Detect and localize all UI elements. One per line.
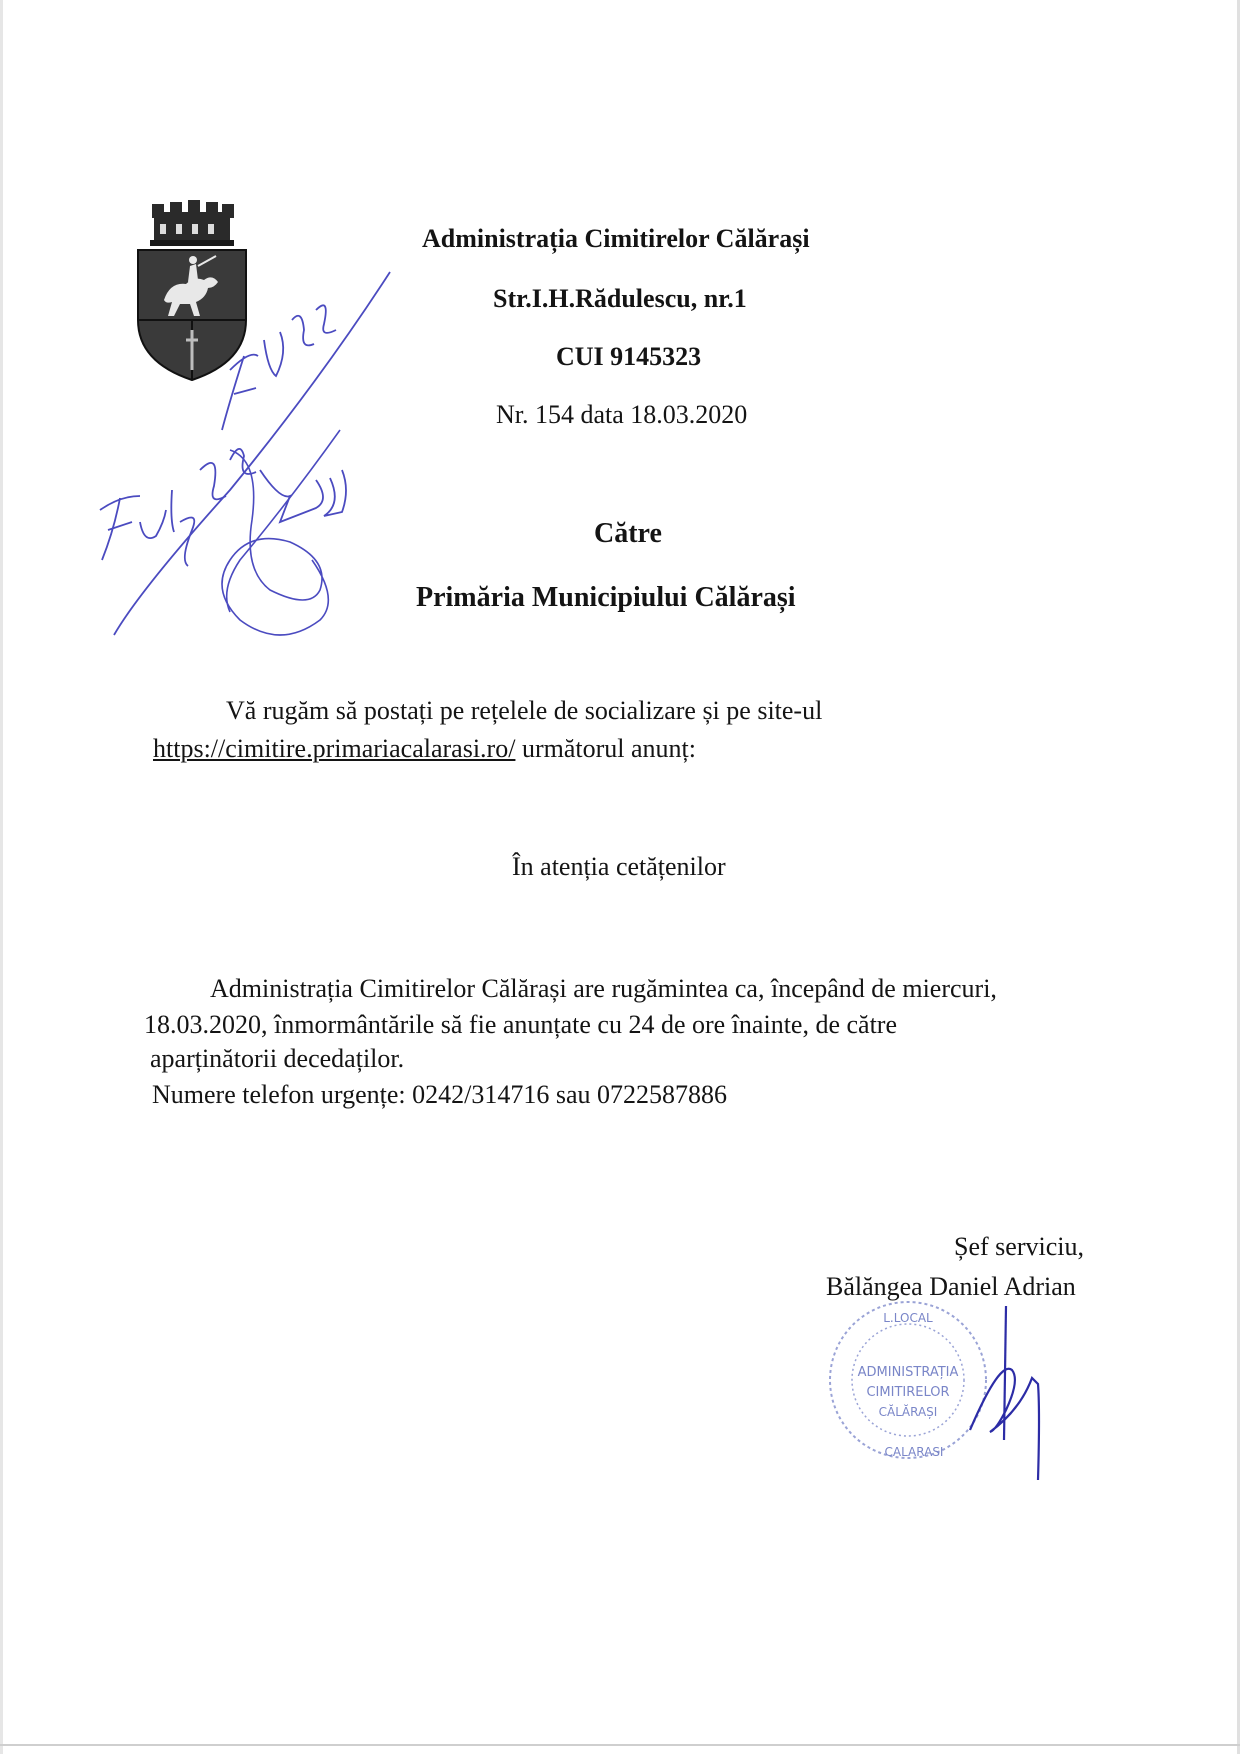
signatory-role: Șef serviciu,: [954, 1232, 1084, 1261]
svg-text:ADMINISTRAȚIA: ADMINISTRAȚIA: [857, 1365, 959, 1380]
svg-text:L.LOCAL: L.LOCAL: [883, 1311, 933, 1325]
recipient-name: Primăria Municipiului Călărași: [416, 582, 796, 613]
org-address: Str.I.H.Rădulescu, nr.1: [493, 284, 747, 313]
notice-line-1: Administrația Cimitirelor Călărași are rugămintea ca, începând de miercuri,: [210, 974, 997, 1003]
svg-text:CĂLĂRAȘI: CĂLĂRAȘI: [878, 1405, 938, 1419]
request-line-1: Vă rugăm să postați pe rețelele de socializare și pe site-ul: [226, 696, 823, 725]
emergency-phones: Numere telefon urgențe: 0242/314716 sau 0722587886: [152, 1080, 728, 1109]
svg-text:CALARASI: CALARASI: [884, 1445, 944, 1459]
request-line-2-rest: următorul anunț:: [515, 734, 696, 763]
registration-number: Nr. 154 data 18.03.2020: [496, 400, 748, 429]
org-name: Administrația Cimitirelor Călărași: [422, 224, 810, 253]
request-line-2: [153, 734, 696, 764]
handwritten-signature-icon: [960, 1300, 1070, 1490]
notice-line-2: 18.03.2020, înmormântările să fie anunțate cu 24 de ore înainte, de către: [144, 1010, 897, 1039]
svg-text:CIMITIRELOR: CIMITIRELOR: [866, 1385, 950, 1400]
notice-line-3: aparținătorii decedaților.: [150, 1044, 405, 1073]
recipient-label: Către: [594, 518, 662, 549]
org-cui: CUI 9145323: [556, 342, 702, 371]
signatory-name: Bălăngea Daniel Adrian: [826, 1272, 1076, 1301]
site-link[interactable]: https://cimitire.primariacalarasi.ro/: [153, 734, 516, 763]
scan-edge-bottom: [0, 1744, 1240, 1746]
notice-title: În atenția cetățenilor: [512, 852, 726, 881]
handwritten-annotation-icon: [80, 260, 410, 690]
scan-edge-left: [0, 0, 3, 1754]
